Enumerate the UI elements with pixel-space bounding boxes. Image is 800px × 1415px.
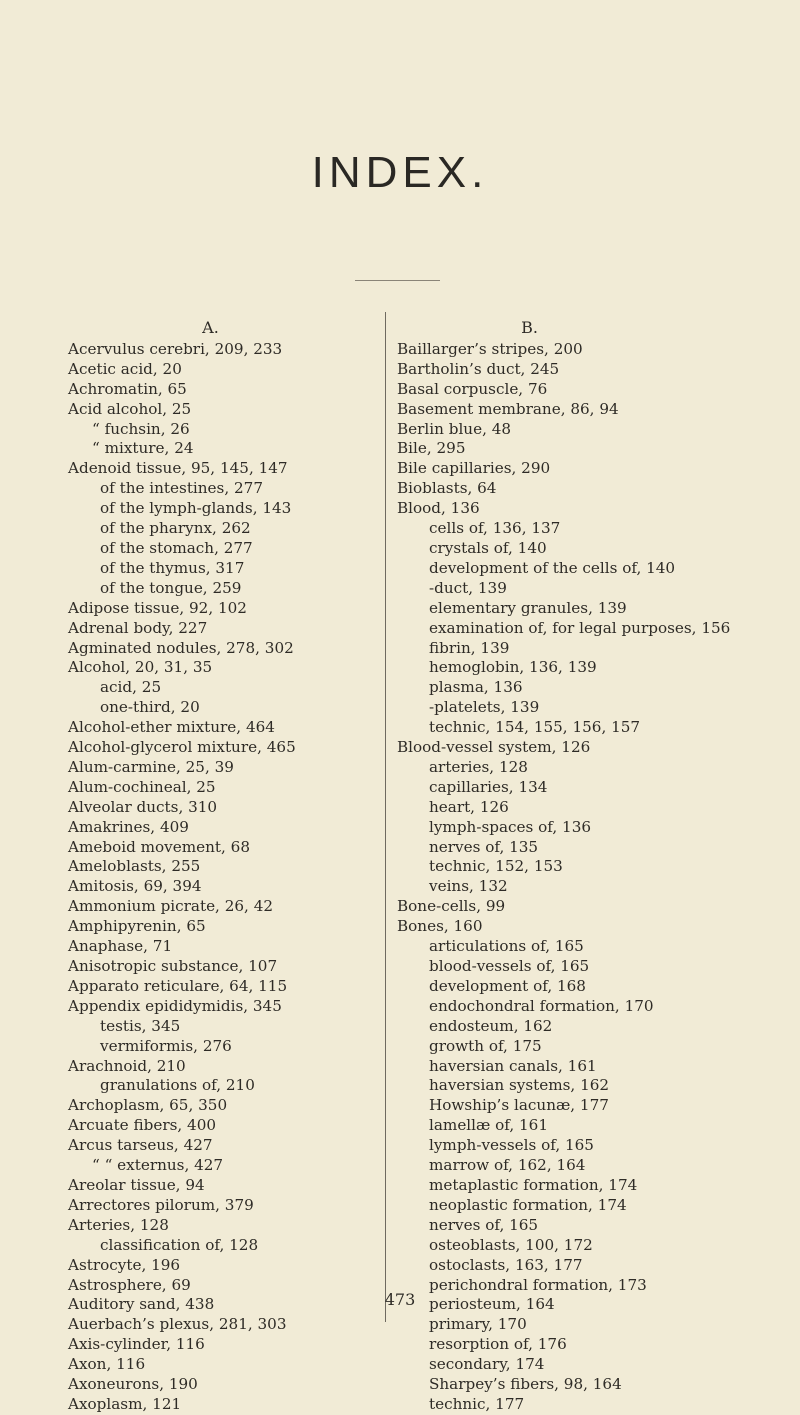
index-entry: crystals of, 140 [429, 538, 547, 557]
index-entry: Alum-carmine, 25, 39 [68, 757, 234, 776]
index-entry: Auerbach’s plexus, 281, 303 [68, 1315, 287, 1334]
index-entry: secondary, 174 [429, 1355, 545, 1374]
index-entry: Amphipyrenin, 65 [68, 917, 206, 936]
index-entry: Axoplasm, 121 [68, 1394, 182, 1413]
index-entry: Bone-cells, 99 [397, 897, 506, 916]
index-entry: testis, 345 [100, 1016, 181, 1035]
index-entry: development of the cells of, 140 [429, 558, 676, 577]
index-entry: Anisotropic substance, 107 [68, 957, 278, 975]
index-entry: lymph-vessels of, 165 [429, 1136, 594, 1155]
index-entry: of the tongue, 259 [100, 578, 242, 597]
index-entry: Ameloblasts, 255 [68, 857, 201, 876]
index-entry: Alcohol-ether mixture, 464 [68, 718, 275, 737]
index-entry: of the thymus, 317 [100, 558, 245, 577]
index-entry: Adenoid tissue, 95, 145, 147 [68, 459, 288, 478]
page-title: INDEX. [311, 148, 489, 197]
title-rule [355, 280, 440, 281]
index-entry: Amitosis, 69, 394 [68, 877, 202, 896]
index-entry: examination of, for legal purposes, 156 [429, 618, 731, 637]
index-column-a [68, 318, 373, 1415]
index-entry: Arrectores pilorum, 379 [68, 1195, 254, 1214]
index-entry: Basal corpuscle, 76 [397, 379, 548, 398]
index-entry: technic, 152, 153 [429, 857, 563, 876]
page-number: 473 [384, 1290, 416, 1309]
index-entry: granulations of, 210 [100, 1076, 255, 1095]
index-entry: Archoplasm, 65, 350 [68, 1096, 228, 1115]
index-entry: lymph-spaces of, 136 [429, 817, 592, 836]
column-divider [385, 312, 386, 1322]
index-entry: capillaries, 134 [429, 777, 548, 796]
index-entry: Arteries, 128 [68, 1215, 169, 1234]
index-entry: Bones, 160 [397, 917, 483, 936]
index-entry: periosteum, 164 [429, 1295, 555, 1314]
index-entry: Alum-cochineal, 25 [68, 777, 216, 796]
index-entry: veins, 132 [429, 877, 508, 896]
index-entry: blood-vessels of, 165 [429, 957, 590, 975]
index-entry: Areolar tissue, 94 [68, 1175, 205, 1194]
index-entry: Berlin blue, 48 [397, 419, 512, 438]
index-entry: “ mixture, 24 [92, 439, 194, 458]
index-entry: Baillarger’s stripes, 200 [397, 339, 583, 358]
index-entry: haversian systems, 162 [429, 1076, 610, 1095]
index-entry: of the intestines, 277 [100, 479, 263, 498]
index-entry: endosteum, 162 [429, 1016, 553, 1035]
index-entry: Acid alcohol, 25 [68, 399, 192, 418]
index-entry: Alcohol-glycerol mixture, 465 [68, 738, 296, 757]
index-entry: plasma, 136 [429, 678, 523, 697]
index-entry: Blood, 136 [397, 499, 480, 518]
index-entry: of the pharynx, 262 [100, 519, 251, 538]
index-entry: Acetic acid, 20 [68, 359, 182, 378]
index-entry: classification of, 128 [100, 1235, 259, 1254]
index-entry: Axon, 116 [68, 1355, 146, 1374]
index-entry: Astrosphere, 69 [68, 1275, 191, 1294]
index-entry: Auditory sand, 438 [68, 1295, 215, 1314]
index-entry: fibrin, 139 [429, 638, 510, 657]
index-entry: Anaphase, 71 [68, 937, 173, 956]
index-entry: elementary granules, 139 [429, 598, 627, 617]
index-entry: Achromatin, 65 [68, 379, 187, 398]
index-entry: development of, 168 [429, 976, 586, 995]
index-entry: Acervulus cerebri, 209, 233 [68, 339, 283, 358]
index-entry: Astrocyte, 196 [68, 1255, 181, 1274]
index-entry: haversian canals, 161 [429, 1056, 597, 1075]
index-entry: Ammonium picrate, 26, 42 [68, 897, 274, 916]
index-entry: “ fuchsin, 26 [92, 419, 190, 438]
index-entry: one-third, 20 [100, 698, 200, 717]
index-entry: endochondral formation, 170 [429, 996, 654, 1015]
index-entry: metaplastic formation, 174 [429, 1175, 638, 1194]
index-entry: ostoclasts, 163, 177 [429, 1255, 583, 1274]
index-entry: Arcuate fibers, 400 [68, 1116, 217, 1135]
index-entry: Blood-vessel system, 126 [397, 738, 591, 757]
index-entry: Adrenal body, 227 [68, 618, 208, 637]
index-entry: arteries, 128 [429, 757, 528, 776]
index-entry: hemoglobin, 136, 139 [429, 658, 597, 677]
index-entry: Bioblasts, 64 [397, 479, 497, 498]
index-entry: Bartholin’s duct, 245 [397, 359, 560, 378]
index-entry: Arcus tarseus, 427 [68, 1136, 213, 1155]
entry-list-b [397, 340, 772, 1415]
index-entry: resorption of, 176 [429, 1335, 567, 1354]
index-entry: Arachnoid, 210 [68, 1056, 186, 1075]
index-column-b [397, 318, 772, 1415]
index-entry: heart, 126 [429, 797, 509, 816]
index-entry: acid, 25 [100, 678, 162, 697]
index-entry: Axis-cylinder, 116 [68, 1335, 205, 1354]
index-entry: cells of, 136, 137 [429, 519, 561, 538]
index-entry: marrow of, 162, 164 [429, 1156, 586, 1175]
index-entry: vermiformis, 276 [100, 1036, 232, 1055]
index-entry: neoplastic formation, 174 [429, 1195, 627, 1214]
index-entry: Adipose tissue, 92, 102 [68, 598, 247, 617]
index-entry: lamellæ of, 161 [429, 1116, 548, 1135]
index-entry: nerves of, 165 [429, 1215, 539, 1234]
section-letter-a: A. [202, 318, 219, 337]
index-entry: Alveolar ducts, 310 [68, 797, 218, 816]
index-entry: Basement membrane, 86, 94 [397, 399, 619, 418]
index-entry: Amakrines, 409 [68, 817, 189, 836]
index-entry: “ “ externus, 427 [92, 1156, 224, 1175]
index-entry: growth of, 175 [429, 1036, 542, 1055]
index-entry: Alcohol, 20, 31, 35 [68, 658, 213, 677]
index-entry: technic, 154, 155, 156, 157 [429, 718, 641, 737]
section-letter-b: B. [521, 318, 538, 337]
index-entry: -duct, 139 [429, 578, 507, 597]
index-entry: primary, 170 [429, 1315, 527, 1334]
index-entry: Appendix epididymidis, 345 [68, 996, 282, 1015]
index-entry: Bile, 295 [397, 439, 466, 458]
index-entry: Ameboid movement, 68 [68, 837, 250, 856]
index-entry: technic, 177 [429, 1394, 525, 1413]
index-entry: nerves of, 135 [429, 837, 539, 856]
index-entry: Howship’s lacunæ, 177 [429, 1096, 609, 1115]
index-entry: osteoblasts, 100, 172 [429, 1235, 593, 1254]
index-entry: Axoneurons, 190 [68, 1375, 198, 1394]
index-entry: Apparato reticulare, 64, 115 [68, 976, 288, 995]
index-entry: articulations of, 165 [429, 937, 584, 956]
index-entry: Agminated nodules, 278, 302 [68, 638, 294, 657]
index-entry: of the stomach, 277 [100, 538, 253, 557]
index-entry: Bile capillaries, 290 [397, 459, 551, 478]
index-entry: Sharpey’s fibers, 98, 164 [429, 1375, 622, 1394]
index-entry: of the lymph-glands, 143 [100, 499, 292, 518]
entry-list-a [68, 340, 373, 1415]
index-entry: perichondral formation, 173 [429, 1275, 647, 1294]
index-entry: -platelets, 139 [429, 698, 540, 717]
